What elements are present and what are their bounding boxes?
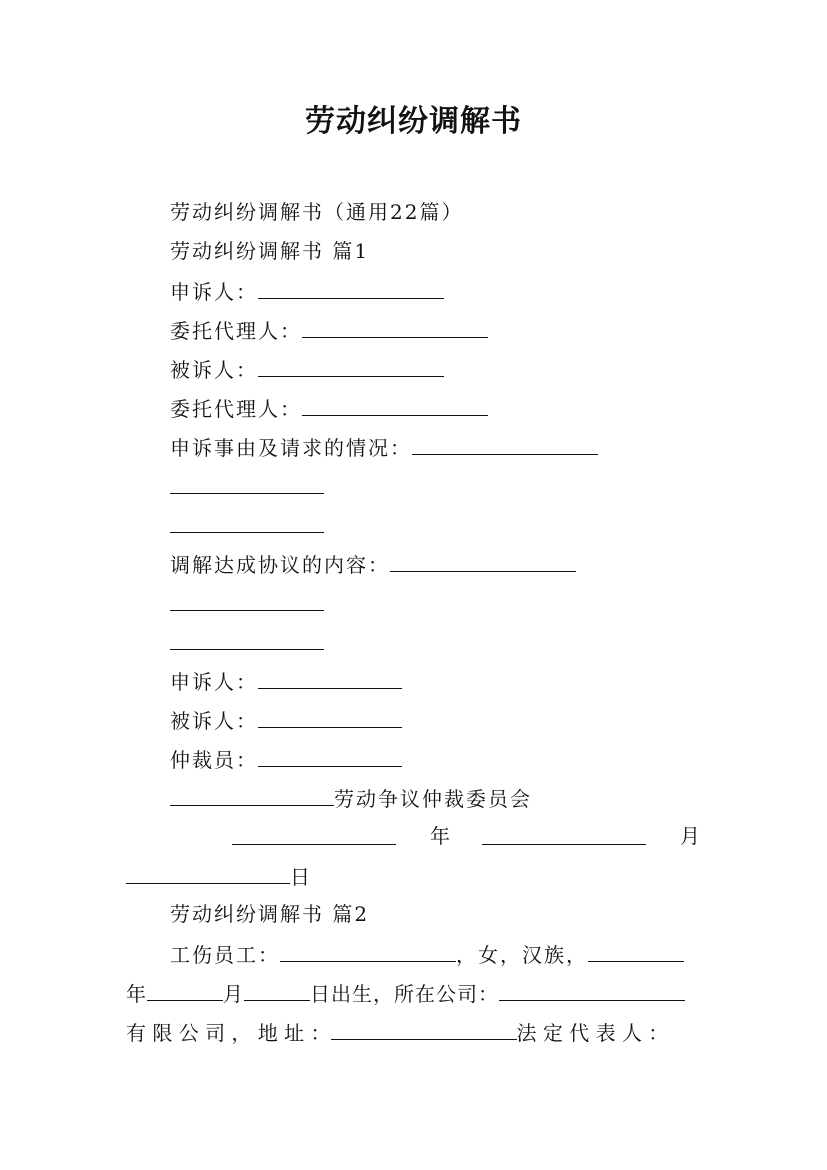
agreement-blank-3[interactable] xyxy=(170,627,324,650)
section-heading-2: 劳动纠纷调解书 篇2 xyxy=(170,902,370,926)
reason-label: 申诉事由及请求的情况： xyxy=(170,436,412,460)
reason-blank-line-3 xyxy=(170,510,324,540)
agreement-blank-2[interactable] xyxy=(170,588,324,611)
injured-employee-label: 工伤员工： xyxy=(170,943,280,967)
complainant-blank[interactable] xyxy=(258,276,444,299)
birth-month-blank[interactable] xyxy=(147,978,223,1001)
arbitrator-line xyxy=(170,744,402,774)
agent-line-2 xyxy=(170,393,488,423)
reason-blank-3[interactable] xyxy=(170,510,324,533)
address-label: 有 限 公 司 ， 地 址 ： xyxy=(126,1021,331,1045)
agent-blank-2[interactable] xyxy=(302,393,488,416)
arbitrator-label: 仲裁员： xyxy=(170,748,258,772)
legal-rep-label: 法 定 代 表 人 ： xyxy=(516,1021,669,1045)
subtitle: 劳动纠纷调解书（通用22篇） xyxy=(170,200,464,224)
agreement-blank-line-2 xyxy=(170,588,324,618)
agent-blank-1[interactable] xyxy=(302,315,488,338)
respondent-blank[interactable] xyxy=(258,354,444,377)
gender-ethnicity-label: ，女，汉族， xyxy=(456,943,588,967)
agent-label-1: 委托代理人： xyxy=(170,319,302,343)
complainant-sign-line xyxy=(170,666,402,696)
injured-employee-blank[interactable] xyxy=(280,939,456,962)
document-title: 劳动纠纷调解书 xyxy=(305,104,522,139)
date-day-line xyxy=(126,861,312,891)
respondent-label: 被诉人： xyxy=(170,358,258,382)
company-label: 日出生，所在公司： xyxy=(310,982,499,1006)
reason-blank[interactable] xyxy=(412,432,598,455)
agreement-label: 调解达成协议的内容： xyxy=(170,553,390,577)
company-address-line xyxy=(126,1017,668,1047)
birth-year-label: 年 xyxy=(126,982,147,1006)
complainant-label: 申诉人： xyxy=(170,280,258,304)
agreement-line xyxy=(170,549,576,579)
date-month-label: 月 xyxy=(680,824,702,848)
respondent-sign-label: 被诉人： xyxy=(170,709,258,733)
complainant-line xyxy=(170,276,444,306)
reason-line xyxy=(170,432,598,462)
agreement-blank[interactable] xyxy=(390,549,576,572)
date-month-blank[interactable] xyxy=(482,822,646,845)
respondent-line xyxy=(170,354,444,384)
date-month-blank-wrap xyxy=(482,822,646,852)
complainant-sign-label: 申诉人： xyxy=(170,670,258,694)
committee-blank[interactable] xyxy=(170,783,334,806)
reason-blank-2[interactable] xyxy=(170,471,324,494)
date-year-label: 年 xyxy=(430,824,452,848)
committee-label: 劳动争议仲裁委员会 xyxy=(334,787,532,811)
birth-year-blank[interactable] xyxy=(588,939,684,962)
birth-month-label: 月 xyxy=(223,982,244,1006)
birth-date-line xyxy=(126,978,685,1008)
injured-employee-line xyxy=(170,939,684,969)
arbitrator-blank[interactable] xyxy=(258,744,402,767)
company-blank[interactable] xyxy=(499,978,685,1001)
date-day-blank[interactable] xyxy=(126,861,290,884)
date-day-label: 日 xyxy=(290,865,312,889)
date-year-blank-wrap xyxy=(232,822,396,852)
respondent-sign-blank[interactable] xyxy=(258,705,402,728)
agreement-blank-line-3 xyxy=(170,627,324,657)
section-heading-1: 劳动纠纷调解书 篇1 xyxy=(170,239,370,263)
birth-day-blank[interactable] xyxy=(244,978,310,1001)
date-year-blank[interactable] xyxy=(232,822,396,845)
agent-label-2: 委托代理人： xyxy=(170,397,302,421)
respondent-sign-line xyxy=(170,705,402,735)
address-blank[interactable] xyxy=(331,1017,517,1040)
complainant-sign-blank[interactable] xyxy=(258,666,402,689)
committee-line xyxy=(170,783,532,813)
agent-line-1 xyxy=(170,315,488,345)
reason-blank-line-2 xyxy=(170,471,324,501)
